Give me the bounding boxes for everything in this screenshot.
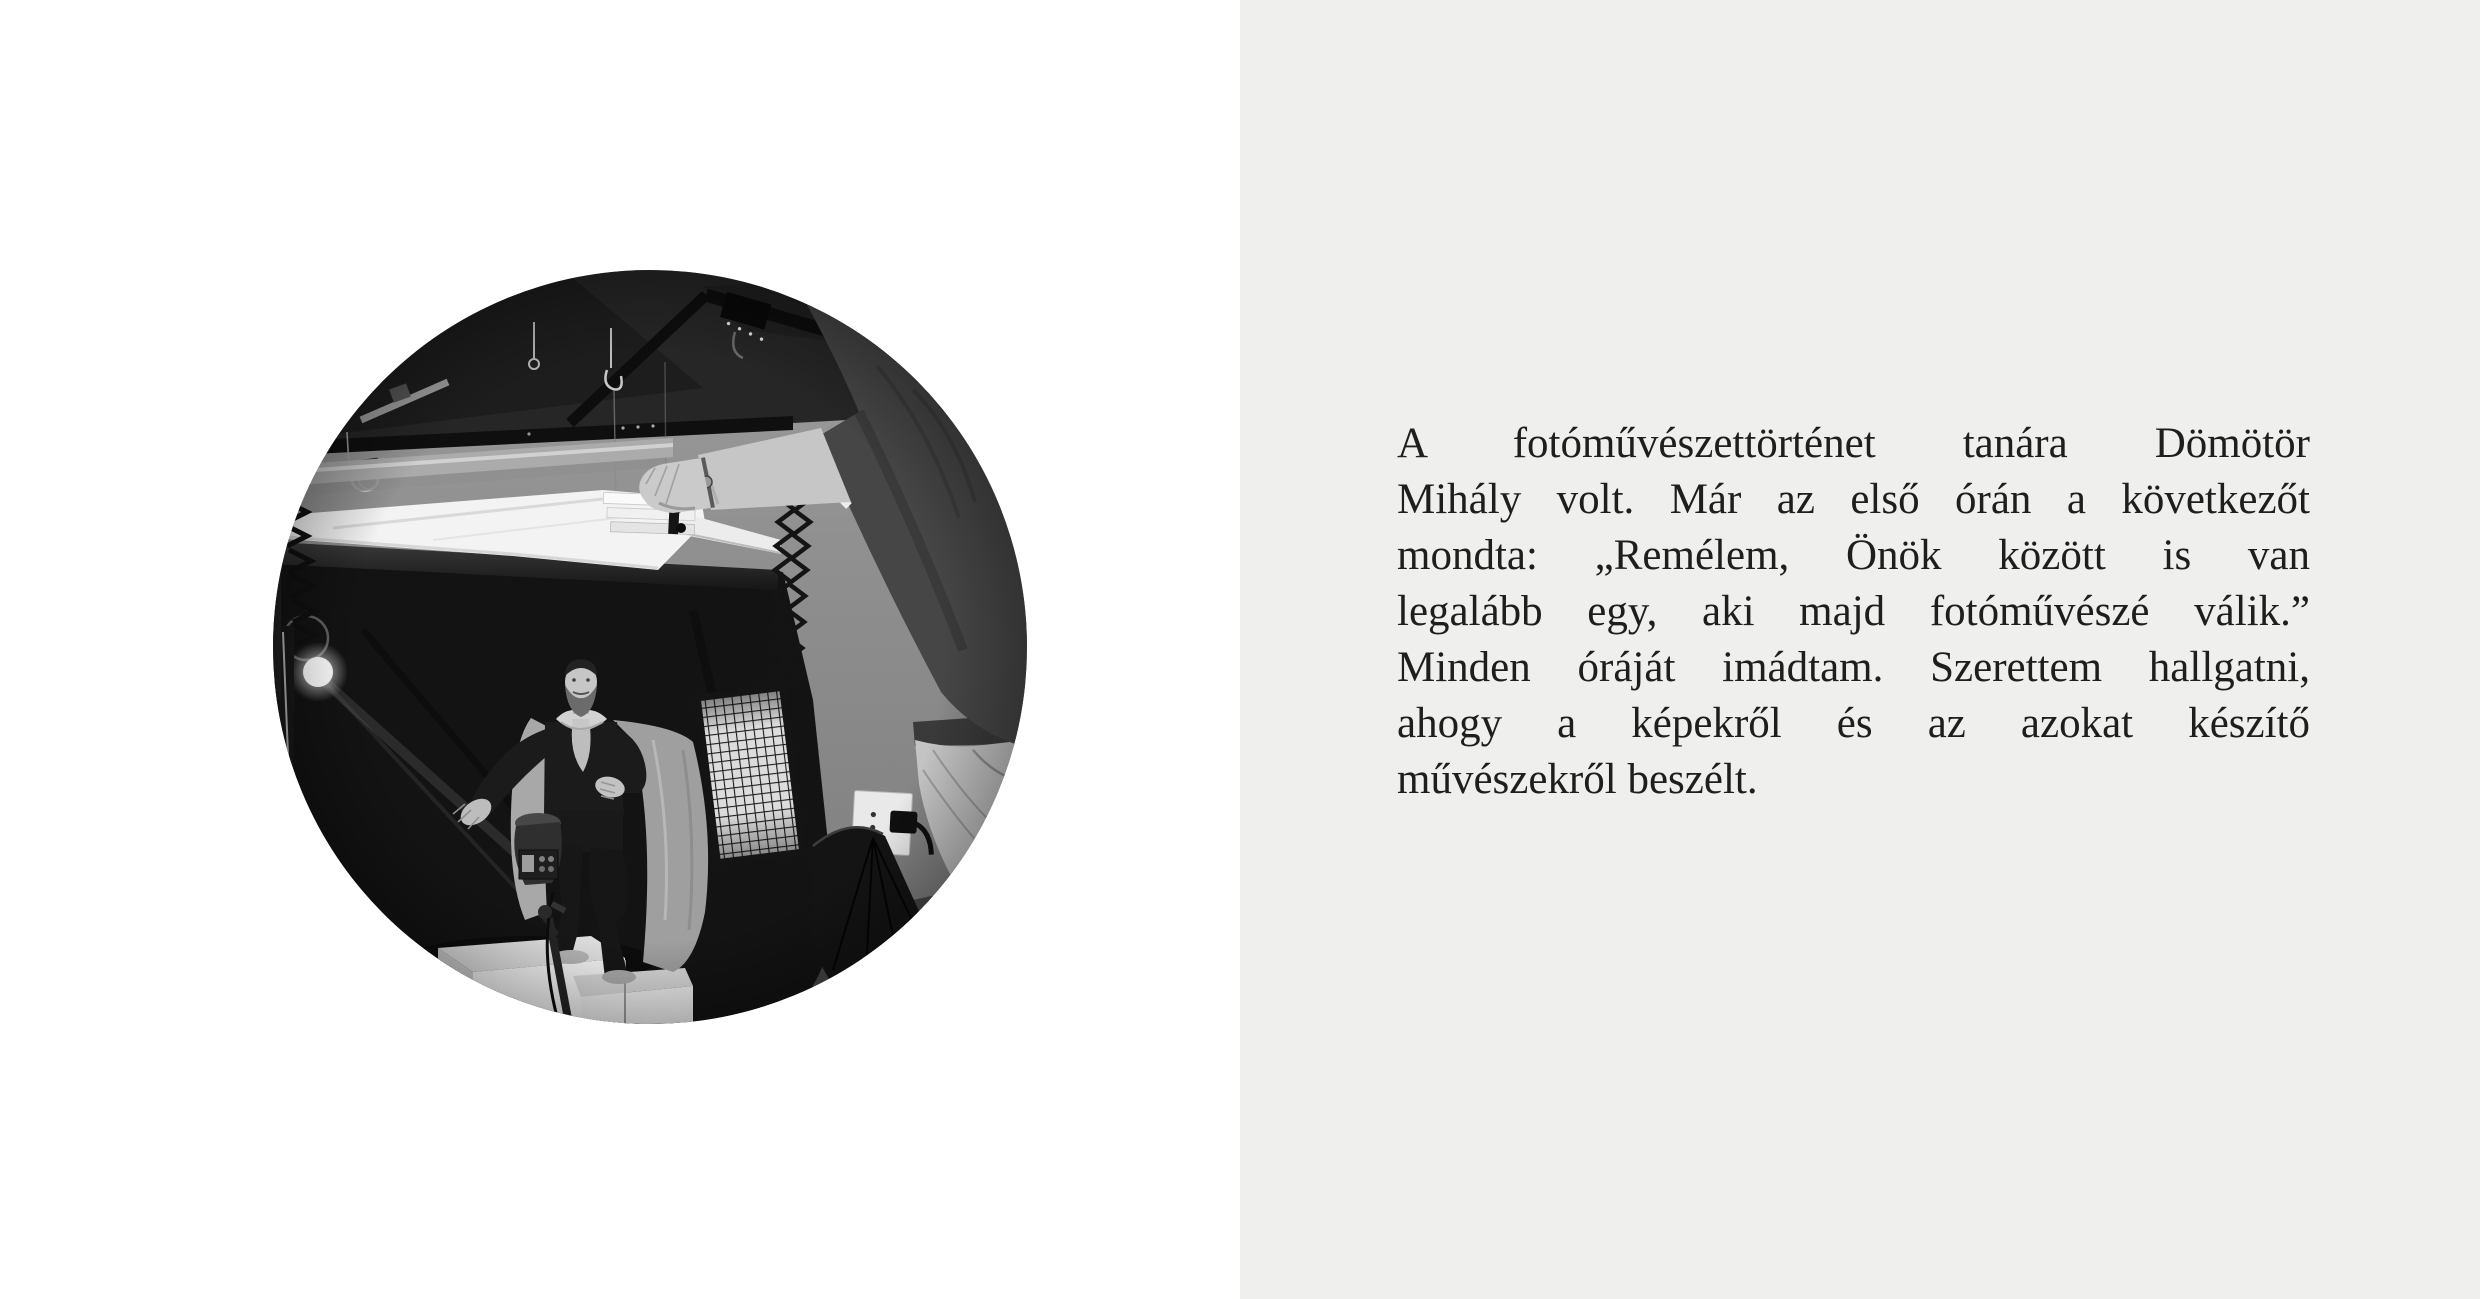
studio-photo — [273, 270, 1027, 1024]
paragraph-line: művészekről beszélt. — [1397, 756, 1758, 803]
paragraph-line: Mihály volt. Már az első órán a következőt — [1397, 476, 2310, 523]
paragraph-line: mondta: „Remélem, Önök között is van — [1397, 532, 2310, 579]
studio-photo-illustration — [273, 270, 1027, 1024]
body-text — [1397, 416, 2310, 808]
paragraph-line: ahogy a képekről és az azokat készítő — [1397, 700, 2310, 747]
photo-vignette — [273, 270, 1027, 1024]
paragraph-line: A fotóművészettörténet tanára Dömötör — [1397, 420, 2310, 467]
paragraph-line: legalább egy, aki majd fotóművészé válik.” — [1397, 588, 2310, 635]
paragraph-line: Minden óráját imádtam. Szerettem hallgatni, — [1397, 644, 2310, 691]
